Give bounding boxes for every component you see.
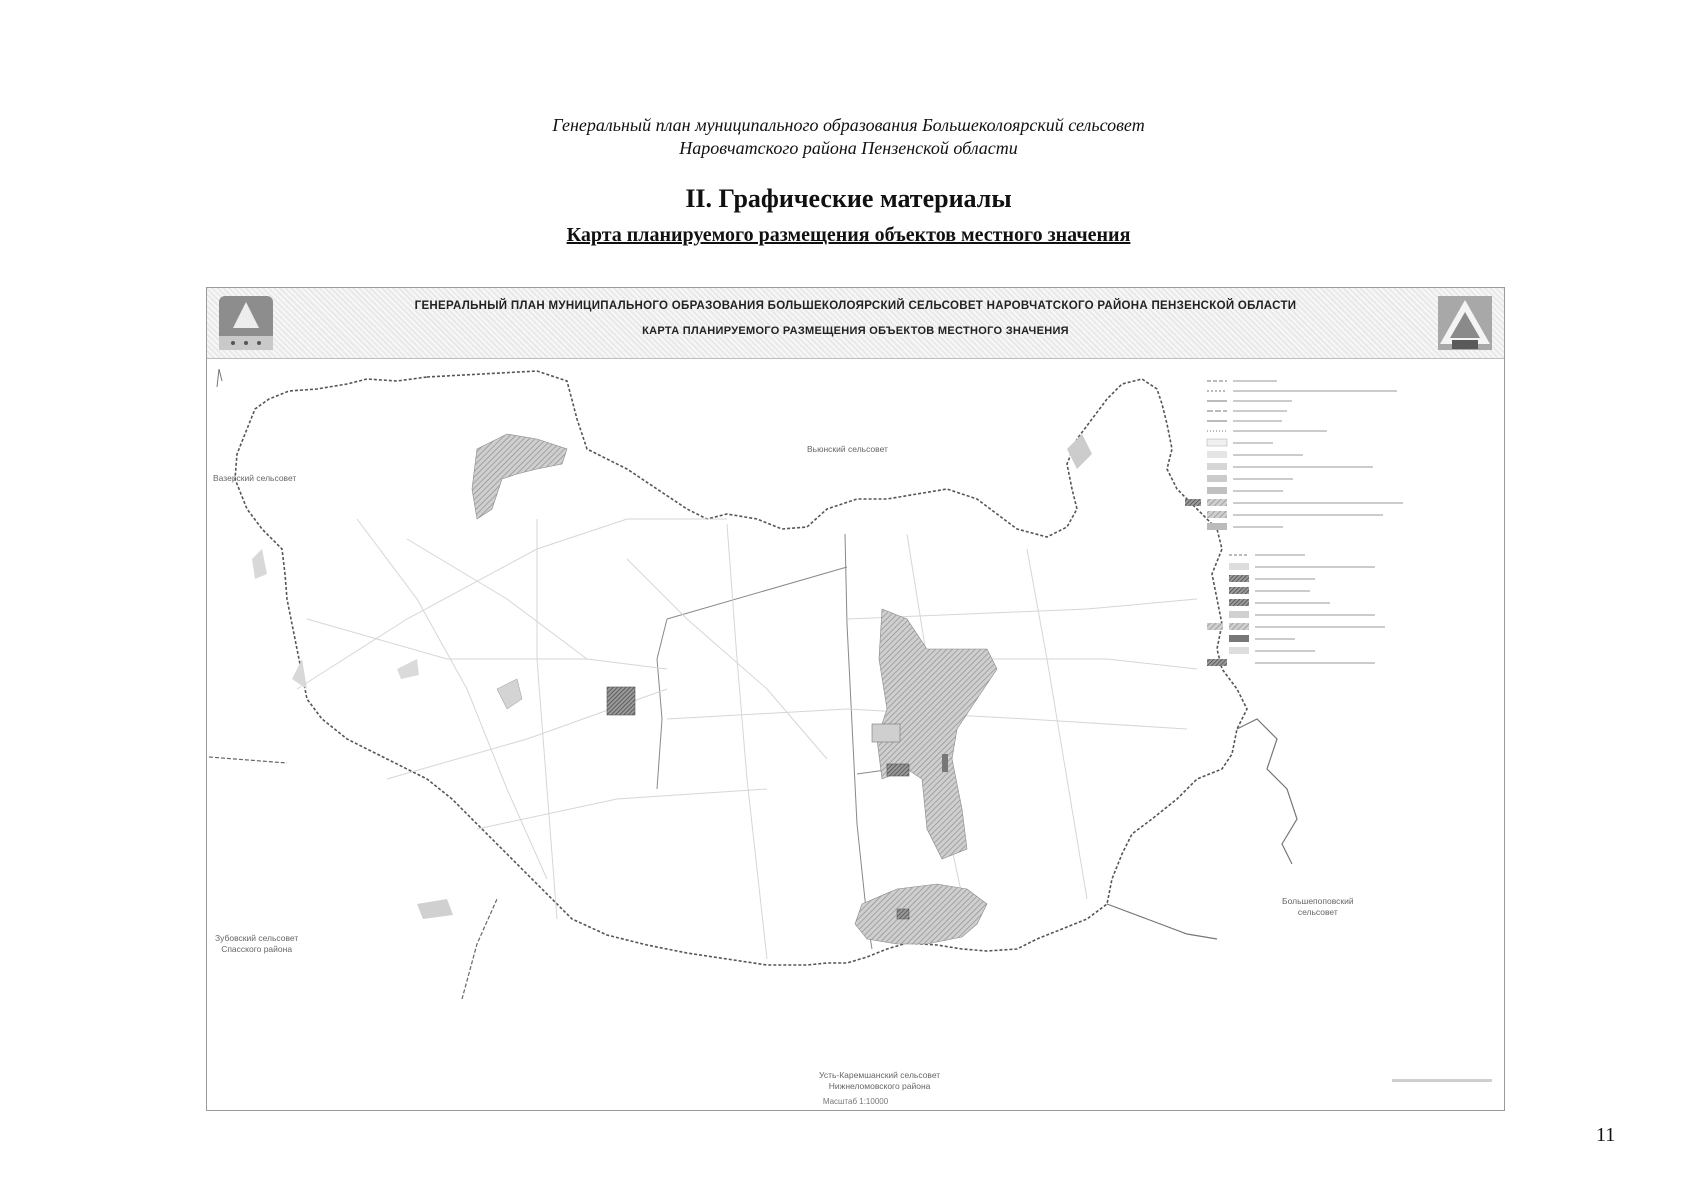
neighbor-boundary-west	[209, 757, 287, 763]
label-neighbor-south-line2: Нижнеломовского района	[828, 1081, 931, 1091]
label-neighbor-east-line2: сельсовет	[1297, 907, 1338, 917]
coat-of-arms-icon	[215, 292, 277, 354]
document-subtitle-line1: Генеральный план муниципального образования Большеколоярский сельсовет	[552, 115, 1145, 135]
north-arrow-icon	[217, 369, 222, 387]
page-number: 11	[1596, 1124, 1616, 1146]
label-neighbor-west	[215, 933, 298, 955]
planned-object-south	[897, 909, 909, 919]
planned-object-central-3	[942, 754, 948, 772]
section-title: II. Графические материалы	[685, 184, 1012, 213]
river-east	[1237, 719, 1297, 864]
planned-object-square	[607, 687, 635, 715]
planned-object-central-1	[872, 724, 900, 742]
map-scale-label: Масштаб 1:10000	[822, 1097, 889, 1106]
river-south	[1107, 904, 1217, 939]
settlement-small-southwest	[417, 899, 453, 919]
map-title: Карта планируемого размещения объектов местного значения	[566, 224, 1131, 246]
label-neighbor-north: Вьюнский сельсовет	[807, 444, 888, 454]
neighbor-boundary-south	[462, 899, 497, 999]
map-legend	[1185, 381, 1403, 666]
map-banner-title: ГЕНЕРАЛЬНЫЙ ПЛАН МУНИЦИПАЛЬНОГО ОБРАЗОВАНИЯ БОЛЬШЕКОЛОЯРСКИЙ СЕЛЬСОВЕТ НАРОВЧАТСКОГО РАЙОНА ПЕНЗЕНСКОЙ ОБЛАСТИ	[414, 300, 1297, 312]
map-banner-subtitle: КАРТА ПЛАНИРУЕМОГО РАЗМЕЩЕНИЯ ОБЪЕКТОВ МЕСТНОГО ЗНАЧЕНИЯ	[642, 325, 1069, 337]
label-neighbor-south	[819, 1070, 940, 1092]
label-neighbor-west-line1: Зубовский сельсовет	[215, 933, 299, 943]
document-header	[0, 114, 1697, 160]
document-subtitle-line2: Наровчатского района Пензенской области	[679, 138, 1018, 158]
map-canvas	[207, 359, 1504, 1089]
label-neighbor-south-line1: Усть-Каремшанский сельсовет	[819, 1070, 941, 1080]
municipal-boundary	[235, 371, 1247, 965]
label-neighbor-west-line2: Спасского района	[221, 944, 293, 954]
settlement-small-northwest	[252, 549, 267, 579]
company-logo-icon	[1434, 292, 1496, 354]
planned-object-central-2	[887, 764, 909, 776]
label-neighbor-east	[1282, 896, 1354, 918]
label-neighbor-east-line1: Большепоповский	[1282, 896, 1354, 906]
map-banner	[207, 288, 1504, 359]
map-sheet	[206, 287, 1505, 1111]
label-neighbor-northwest: Вазерский сельсовет	[213, 473, 297, 483]
scale-bar	[1392, 1079, 1492, 1082]
